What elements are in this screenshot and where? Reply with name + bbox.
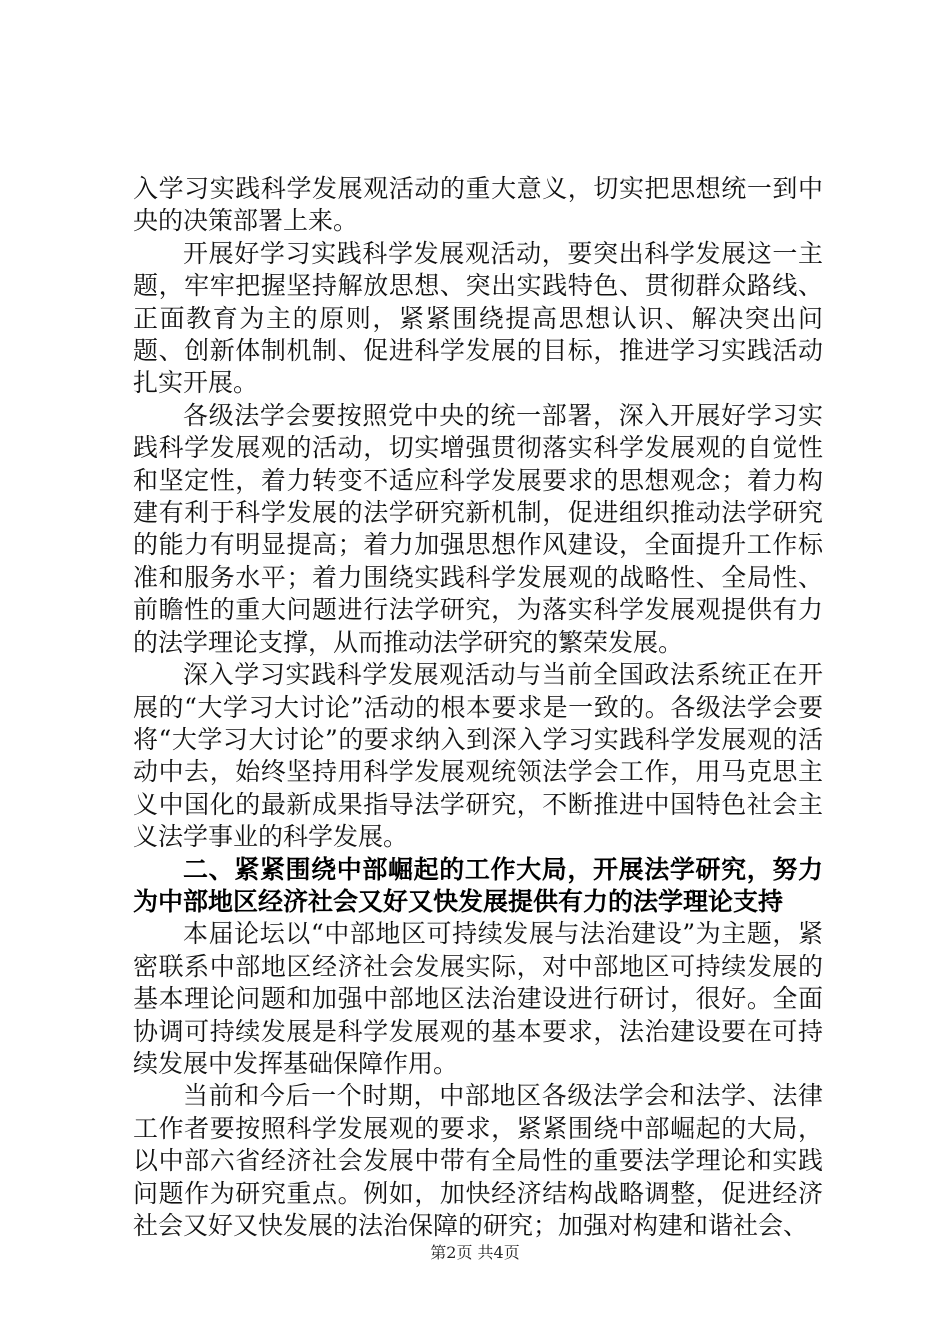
paragraph: 当前和今后一个时期，中部地区各级法学会和法学、法律工作者要按照科学发展观的要求，紧紧围绕中部崛起的大局，以中部六省经济社会发展中带有全局性的重要法学理论和实践问题作为研究重点。例如，加快经济结构战略调整，促进经济社会又好又快发展的法治保障的研究；加强对构建和谐社会、 bbox=[133, 1081, 823, 1240]
page-number-footer: 第2页 共4页 bbox=[430, 1243, 520, 1262]
paragraph: 深入学习实践科学发展观活动与当前全国政法系统正在开展的“大学习大讨论”活动的根本要求是一致的。各级法学会要将“大学习大讨论”的要求纳入到深入学习实践科学发展观的活动中去，始终坚持用科学发展观统领法学会工作，用马克思主义中国化的最新成果指导法学研究，不断推进中国特色社会主义法学事业的科学发展。 bbox=[133, 660, 823, 852]
paragraph: 本届论坛以“中部地区可持续发展与法治建设”为主题，紧密联系中部地区经济社会发展实际，对中部地区可持续发展的基本理论问题和加强中部地区法治建设进行研讨，很好。全面协调可持续发展是科学发展观的基本要求，法治建设要在可持续发展中发挥基础保障作用。 bbox=[133, 919, 823, 1078]
section-heading: 二、紧紧围绕中部崛起的工作大局，开展法学研究，努力为中部地区经济社会又好又快发展提供有力的法学理论支持 bbox=[133, 854, 823, 916]
document-body bbox=[133, 173, 823, 1242]
paragraph: 开展好学习实践科学发展观活动，要突出科学发展这一主题，牢牢把握坚持解放思想、突出实践特色、贯彻群众路线、正面教育为主的原则，紧紧围绕提高思想认识、解决突出问题、创新体制机制、促进科学发展的目标，推进学习实践活动扎实开展。 bbox=[133, 238, 823, 398]
paragraph-continued: 入学习实践科学发展观活动的重大意义，切实把思想统一到中央的决策部署上来。 bbox=[133, 174, 823, 236]
paragraph: 各级法学会要按照党中央的统一部署，深入开展好学习实践科学发展观的活动，切实增强贯彻落实科学发展观的自觉性和坚定性，着力转变不适应科学发展要求的思想观念；着力构建有利于科学发展的法学研究新机制，促进组织推动法学研究的能力有明显提高；着力加强思想作风建设，全面提升工作标准和服务水平；着力围绕实践科学发展观的战略性、全局性、前瞻性的重大问题进行法学研究，为落实科学发展观提供有力的法学理论支撑，从而推动法学研究的繁荣发展。 bbox=[133, 400, 823, 657]
